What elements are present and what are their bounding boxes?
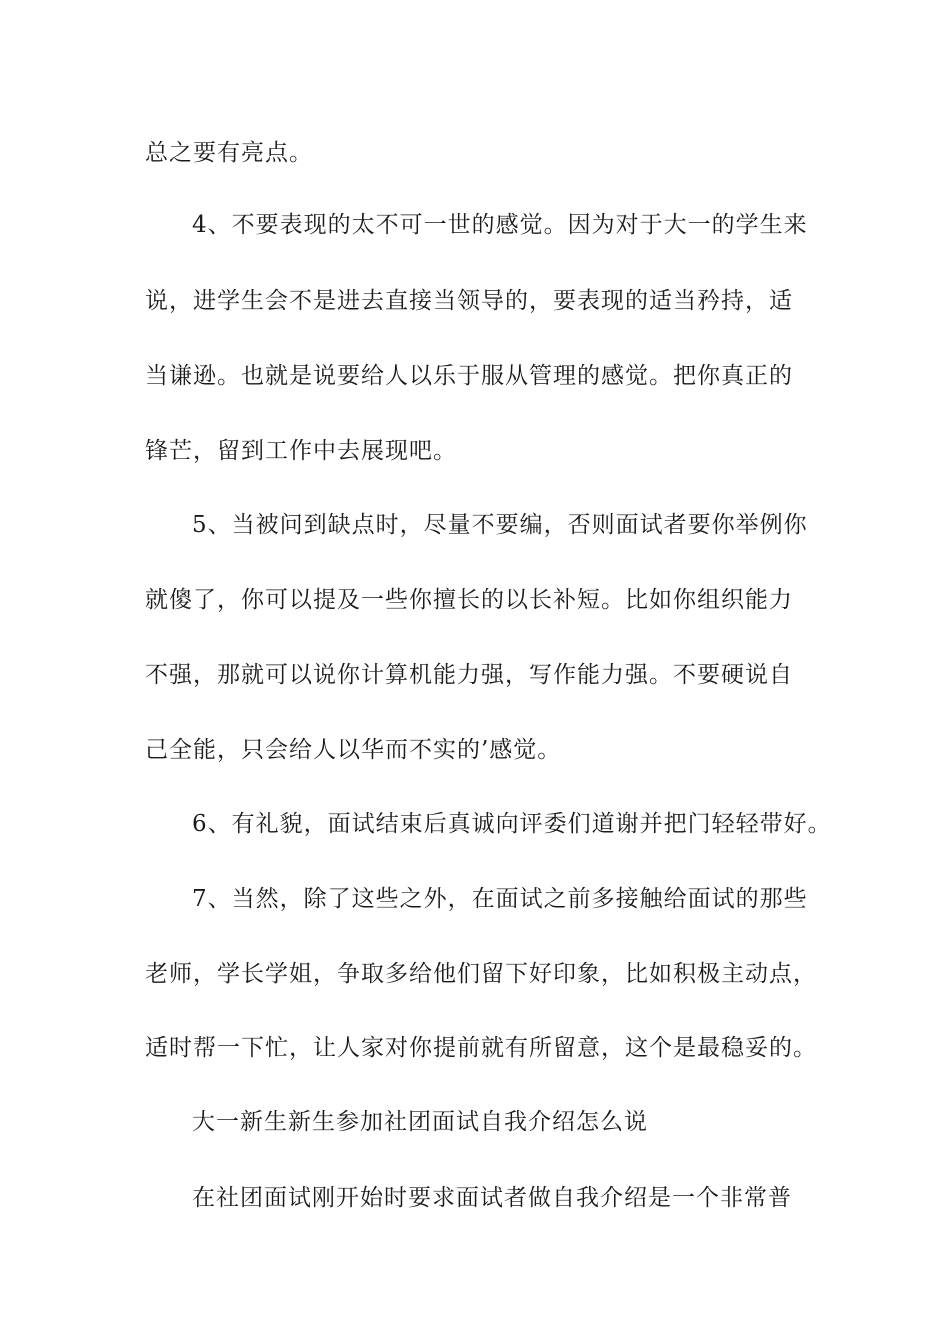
paragraph-line: 适时帮一下忙，让人家对你提前就有所留意，这个是最稳妥的。 — [145, 1035, 817, 1061]
paragraph-line: 己全能，只会给人以华而不实的’感觉。 — [145, 737, 562, 763]
paragraph-line: 4、不要表现的太不可一世的感觉。因为对于大一的学生来 — [192, 212, 808, 238]
paragraph-line: 在社团面试刚开始时要求面试者做自我介绍是一个非常普 — [192, 1185, 792, 1211]
paragraph-line: 5、当被问到缺点时，尽量不要编，否则面试者要你举例你 — [192, 512, 808, 538]
paragraph-line: 老师，学长学姐，争取多给他们留下好印象，比如积极主动点， — [145, 961, 817, 987]
paragraph-line: 总之要有亮点。 — [145, 140, 313, 166]
paragraph-line: 说，进学生会不是进去直接当领导的，要表现的适当矜持，适 — [145, 288, 793, 314]
section-heading: 大一新生新生参加社团面试自我介绍怎么说 — [192, 1109, 648, 1135]
paragraph-line: 不强，那就可以说你计算机能力强，写作能力强。不要硬说自 — [145, 662, 793, 688]
paragraph-line: 6、有礼貌，面试结束后真诚向评委们道谢并把门轻轻带好。 — [192, 811, 832, 837]
paragraph-line: 就傻了，你可以提及一些你擅长的以长补短。比如你组织能力 — [145, 587, 793, 613]
paragraph-line: 7、当然，除了这些之外，在面试之前多接触给面试的那些 — [192, 886, 808, 912]
paragraph-line: 当谦逊。也就是说要给人以乐于服从管理的感觉。把你真正的 — [145, 363, 793, 389]
paragraph-line: 锋芒，留到工作中去展现吧。 — [145, 438, 457, 464]
